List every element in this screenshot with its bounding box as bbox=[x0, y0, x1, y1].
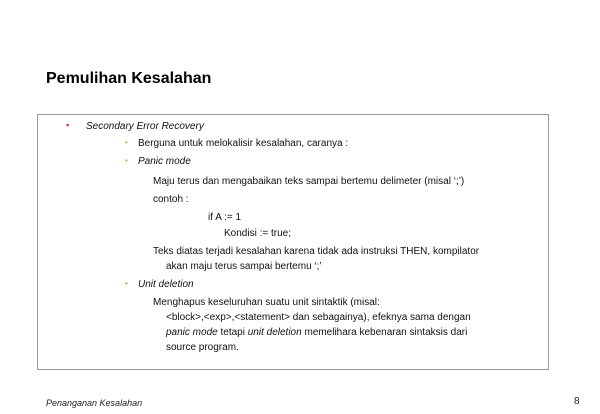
unit-deletion-desc-line-1: Menghapus keseluruhan suatu unit sintaktik (misal: bbox=[153, 297, 380, 308]
example-label: contoh : bbox=[153, 194, 189, 205]
code-line-2: Kondisi := true; bbox=[224, 228, 291, 239]
unit-deletion-desc-line-3 bbox=[166, 326, 467, 339]
slide-title: Pemulihan Kesalahan bbox=[46, 70, 212, 87]
unit-deletion-term: unit deletion bbox=[247, 327, 302, 338]
unit-deletion-desc-line-4: source program. bbox=[166, 342, 239, 353]
panic-note-line-1: Teks diatas terjadi kesalahan karena tidak ada instruksi THEN, kompilator bbox=[153, 246, 480, 257]
level2-bullet-icon: • bbox=[125, 156, 128, 165]
panic-mode-description: Maju terus dan mengabaikan teks sampai bertemu delimeter (misal ‘;’) bbox=[153, 176, 465, 187]
unit-deletion-desc-line-2: <block>,<exp>,<statement> dan sebagainya), efeknya sama dengan bbox=[166, 312, 471, 323]
connector-text: tetapi bbox=[217, 327, 248, 338]
unit-deletion-heading: Unit deletion bbox=[138, 279, 194, 290]
page-number: 8 bbox=[574, 396, 580, 407]
secondary-error-recovery-heading: Secondary Error Recovery bbox=[86, 121, 204, 132]
panic-mode-term: panic mode bbox=[166, 327, 218, 338]
code-line-1: if A := 1 bbox=[208, 212, 242, 223]
level1-bullet-icon: ▪ bbox=[66, 120, 70, 130]
usefulness-text: Berguna untuk melokalisir kesalahan, caranya : bbox=[138, 138, 349, 149]
panic-mode-heading: Panic mode bbox=[138, 156, 191, 167]
panic-note-line-2: akan maju terus sampai bertemu ‘;’ bbox=[166, 261, 322, 272]
preservation-text: memelihara kebenaran sintaksis dari bbox=[301, 327, 468, 338]
level2-bullet-icon: • bbox=[125, 279, 128, 288]
level2-bullet-icon: • bbox=[125, 138, 128, 147]
footer-title: Penanganan Kesalahan bbox=[46, 398, 143, 408]
